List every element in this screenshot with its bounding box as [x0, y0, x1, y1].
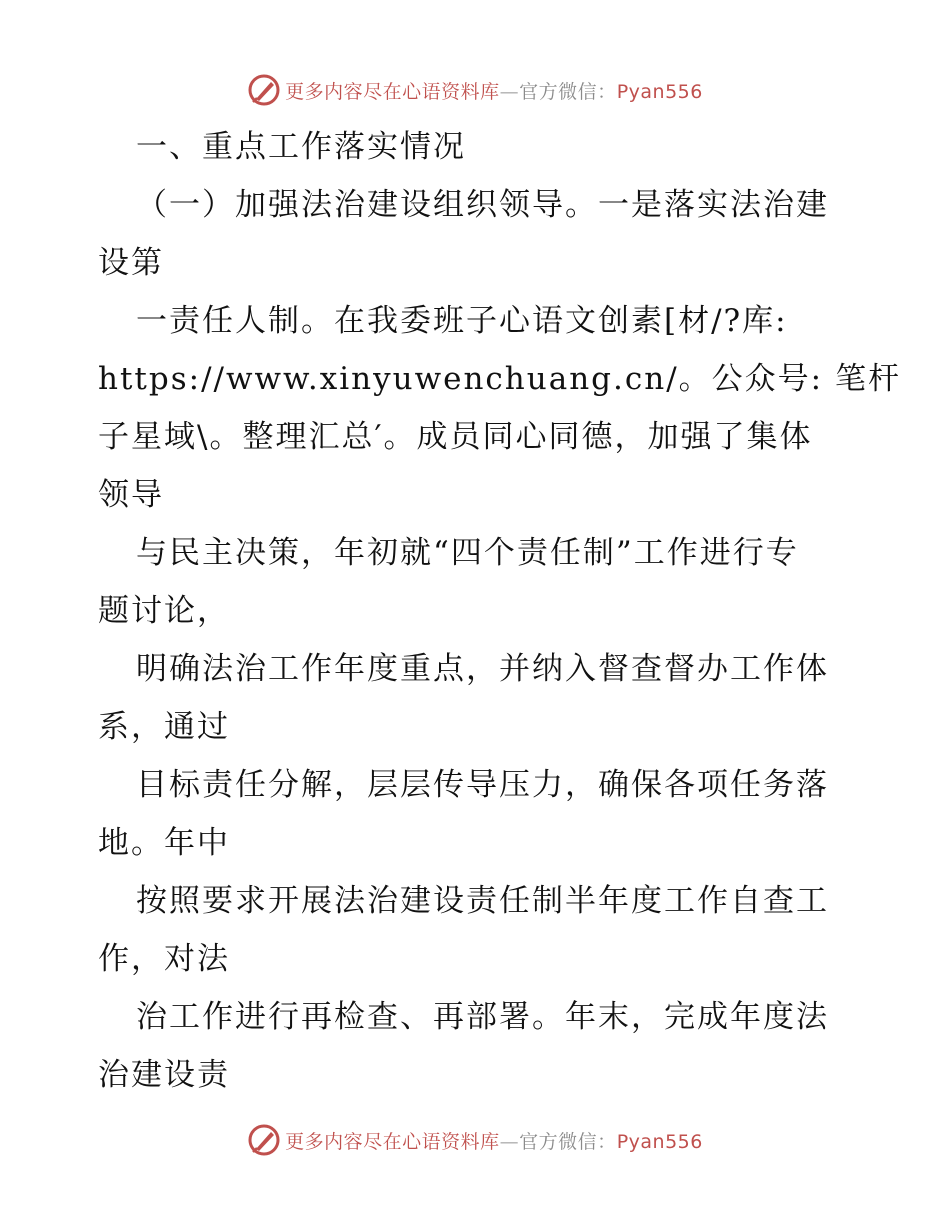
- paragraph-line: 题讨论，: [98, 593, 230, 629]
- watermark-separator: —: [499, 80, 520, 103]
- paragraph-line: 地。年中: [98, 825, 230, 861]
- paragraph-line: 治建设责: [98, 1057, 230, 1093]
- watermark-wechat-id: Pyan556: [616, 1130, 703, 1153]
- paragraph-line: 与民主决策，年初就“四个责任制”工作进行专: [136, 535, 799, 571]
- quill-pen-logo-icon: [247, 73, 281, 107]
- watermark-text: [285, 1127, 703, 1154]
- paragraph-line: 按照要求开展法治建设责任制半年度工作自查工: [136, 883, 829, 919]
- footer-watermark-banner: [0, 1120, 950, 1160]
- paragraph-line: 子星域\。整理汇总′。成员同心同德，加强了集体: [98, 419, 813, 455]
- paragraph-line: 设第: [98, 245, 164, 281]
- section-heading: 一、重点工作落实情况: [136, 129, 466, 165]
- paragraph-line: 治工作进行再检查、再部署。年末，完成年度法: [136, 999, 829, 1035]
- watermark-text: [285, 77, 703, 104]
- paragraph-line: https://www.xinyuwenchuang.cn/。公众号: 笔杆: [98, 361, 901, 397]
- paragraph-line: 领导: [98, 477, 164, 513]
- watermark-wechat-id: Pyan556: [616, 80, 703, 103]
- paragraph-line: 系，通过: [98, 709, 230, 745]
- watermark-main: 更多内容尽在心语资料库: [285, 80, 500, 103]
- paragraph-line: 作，对法: [98, 941, 230, 977]
- header-watermark-banner: [0, 70, 950, 110]
- paragraph-line: 明确法治工作年度重点，并纳入督查督办工作体: [136, 651, 829, 687]
- watermark-main: 更多内容尽在心语资料库: [285, 1130, 500, 1153]
- watermark-label: 官方微信：: [519, 1130, 617, 1153]
- paragraph-line: 一责任人制。在我委班子心语文创素[材/?库:: [136, 303, 788, 339]
- paragraph-line: 目标责任分解，层层传导压力，确保各项任务落: [136, 767, 829, 803]
- quill-pen-logo-icon: [247, 1123, 281, 1157]
- watermark-separator: —: [499, 1130, 520, 1153]
- watermark-label: 官方微信：: [519, 80, 617, 103]
- document-body: [98, 118, 901, 1104]
- paragraph-line: （一）加强法治建设组织领导。一是落实法治建: [136, 187, 829, 223]
